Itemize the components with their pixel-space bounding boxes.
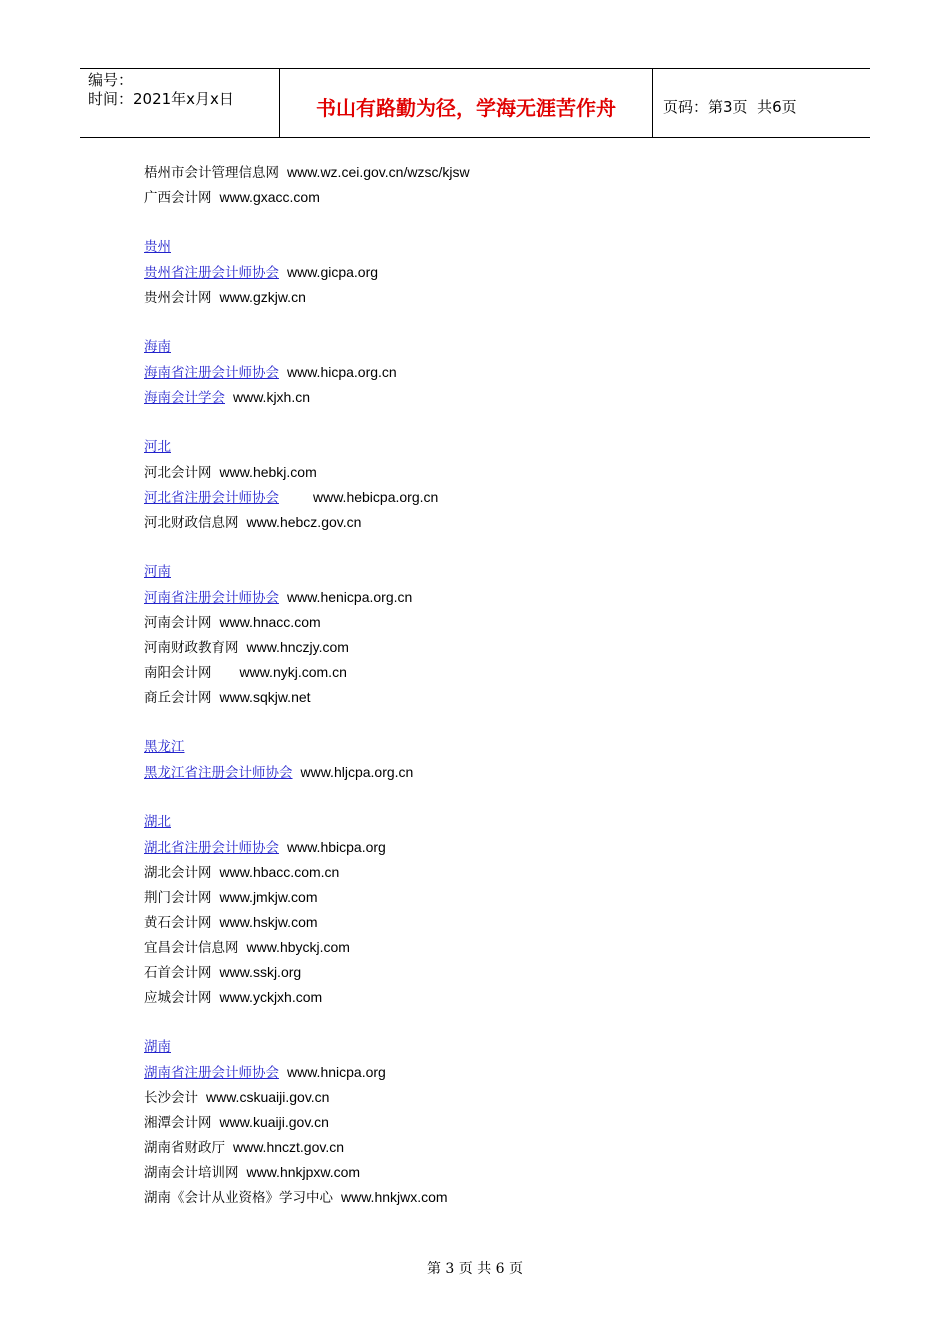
entry-link[interactable]: 湖北省注册会计师协会 [144,840,279,856]
entry-label: 湘潭会计网 [144,1115,212,1131]
list-item [144,160,844,185]
entry-url: www.henicpa.org.cn [287,589,413,605]
entry-label: 河北会计网 [144,465,212,481]
entry-url: www.gzkjw.cn [219,289,306,305]
entry-url: www.hskjw.com [219,914,318,930]
list-item [144,910,844,935]
spacer [144,410,844,435]
entry-url: www.hebkj.com [219,464,317,480]
entry-label: 黄石会计网 [144,915,212,931]
section-heading [144,435,844,460]
entry-label: 梧州市会计管理信息网 [144,165,279,181]
spacer [144,1010,844,1035]
list-item [144,935,844,960]
list-item [144,660,844,685]
entry-url: www.kjxh.cn [233,389,311,405]
list-item [144,360,844,385]
spacer [144,210,844,235]
header-motto: 书山有路勤为径，学海无涯苦作舟 [280,69,653,137]
entry-label: 荆门会计网 [144,890,212,906]
spacer [144,710,844,735]
list-item [144,885,844,910]
entry-url: www.hicpa.org.cn [287,364,397,380]
entry-label: 贵州会计网 [144,290,212,306]
entry-label: 应城会计网 [144,990,212,1006]
section-heading [144,1035,844,1060]
entry-url: www.hbyckj.com [246,939,350,955]
entry-link[interactable]: 黑龙江 [144,739,185,755]
spacer [144,535,844,560]
list-item [144,485,844,510]
list-item [144,1085,844,1110]
entry-label: 石首会计网 [144,965,212,981]
entry-url: www.gxacc.com [219,189,320,205]
entry-link[interactable]: 湖南省注册会计师协会 [144,1065,279,1081]
entry-link[interactable]: 贵州 [144,239,171,255]
page-footer: 第 3 页 共 6 页 [426,1261,524,1277]
entry-url: www.yckjxh.com [219,989,323,1005]
entry-label: 河北财政信息网 [144,515,239,531]
entry-label: 长沙会计 [144,1090,198,1106]
list-item [144,635,844,660]
entry-label: 湖南会计培训网 [144,1165,239,1181]
list-item [144,585,844,610]
section-heading [144,335,844,360]
entry-link[interactable]: 河北 [144,439,171,455]
section-heading [144,560,844,585]
entry-label: 湖南省财政厅 [144,1140,225,1156]
entry-url: www.hnacc.com [219,614,321,630]
entry-url: www.sqkjw.net [219,689,311,705]
list-item [144,1185,844,1210]
list-item [144,260,844,285]
spacer [144,310,844,335]
entry-link[interactable]: 海南会计学会 [144,390,225,406]
entry-label: 南阳会计网 [144,665,212,681]
entry-url: www.gicpa.org [287,264,379,280]
entry-url: www.hbicpa.org [287,839,386,855]
entry-link[interactable]: 海南省注册会计师协会 [144,365,279,381]
time-label: 时间：2021年x月x日 [88,90,234,108]
number-label: 编号： [88,71,134,89]
entry-label: 宜昌会计信息网 [144,940,239,956]
entry-label: 广西会计网 [144,190,212,206]
spacer [144,785,844,810]
list-item [144,985,844,1010]
entry-url: www.wz.cei.gov.cn/wzsc/kjsw [287,164,470,180]
entry-url: www.hnczjy.com [246,639,349,655]
entry-url: www.hnicpa.org [287,1064,386,1080]
entry-url: www.sskj.org [219,964,302,980]
entry-label: 河南会计网 [144,615,212,631]
entry-link[interactable]: 河南 [144,564,171,580]
entry-url: www.hebcz.gov.cn [246,514,362,530]
list-item [144,835,844,860]
entry-url: www.hebicpa.org.cn [313,489,439,505]
list-item [144,1135,844,1160]
entry-link[interactable]: 湖北 [144,814,171,830]
entry-label: 湖南《会计从业资格》学习中心 [144,1190,333,1206]
entry-url: www.cskuaiji.gov.cn [206,1089,330,1105]
list-item [144,285,844,310]
list-item [144,510,844,535]
entry-url: www.hnkjwx.com [341,1189,448,1205]
entry-link[interactable]: 海南 [144,339,171,355]
header-meta [80,69,280,137]
entry-link[interactable]: 河南省注册会计师协会 [144,590,279,606]
entry-url: www.hnkjpxw.com [246,1164,361,1180]
entry-url: www.hbacc.com.cn [219,864,340,880]
entry-url: www.hnczt.gov.cn [233,1139,345,1155]
list-item [144,960,844,985]
document-header [80,68,870,138]
section-heading [144,735,844,760]
list-item [144,860,844,885]
entry-link[interactable]: 河北省注册会计师协会 [144,490,279,506]
entry-link[interactable]: 黑龙江省注册会计师协会 [144,765,293,781]
list-item [144,185,844,210]
entry-url: www.jmkjw.com [219,889,318,905]
list-item [144,1160,844,1185]
entry-link[interactable]: 贵州省注册会计师协会 [144,265,279,281]
list-item [144,460,844,485]
list-item [144,385,844,410]
directory-list [144,160,844,1210]
list-item [144,685,844,710]
entry-url: www.hljcpa.org.cn [300,764,414,780]
list-item [144,1060,844,1085]
entry-label: 商丘会计网 [144,690,212,706]
list-item [144,610,844,635]
entry-label: 湖北会计网 [144,865,212,881]
entry-url: www.nykj.com.cn [239,664,347,680]
entry-link[interactable]: 湖南 [144,1039,171,1055]
section-heading [144,235,844,260]
list-item [144,760,844,785]
entry-url: www.kuaiji.gov.cn [219,1114,329,1130]
entry-label: 河南财政教育网 [144,640,239,656]
section-heading [144,810,844,835]
header-page-info: 页码：第3页 共6页 [663,97,797,116]
list-item [144,1110,844,1135]
